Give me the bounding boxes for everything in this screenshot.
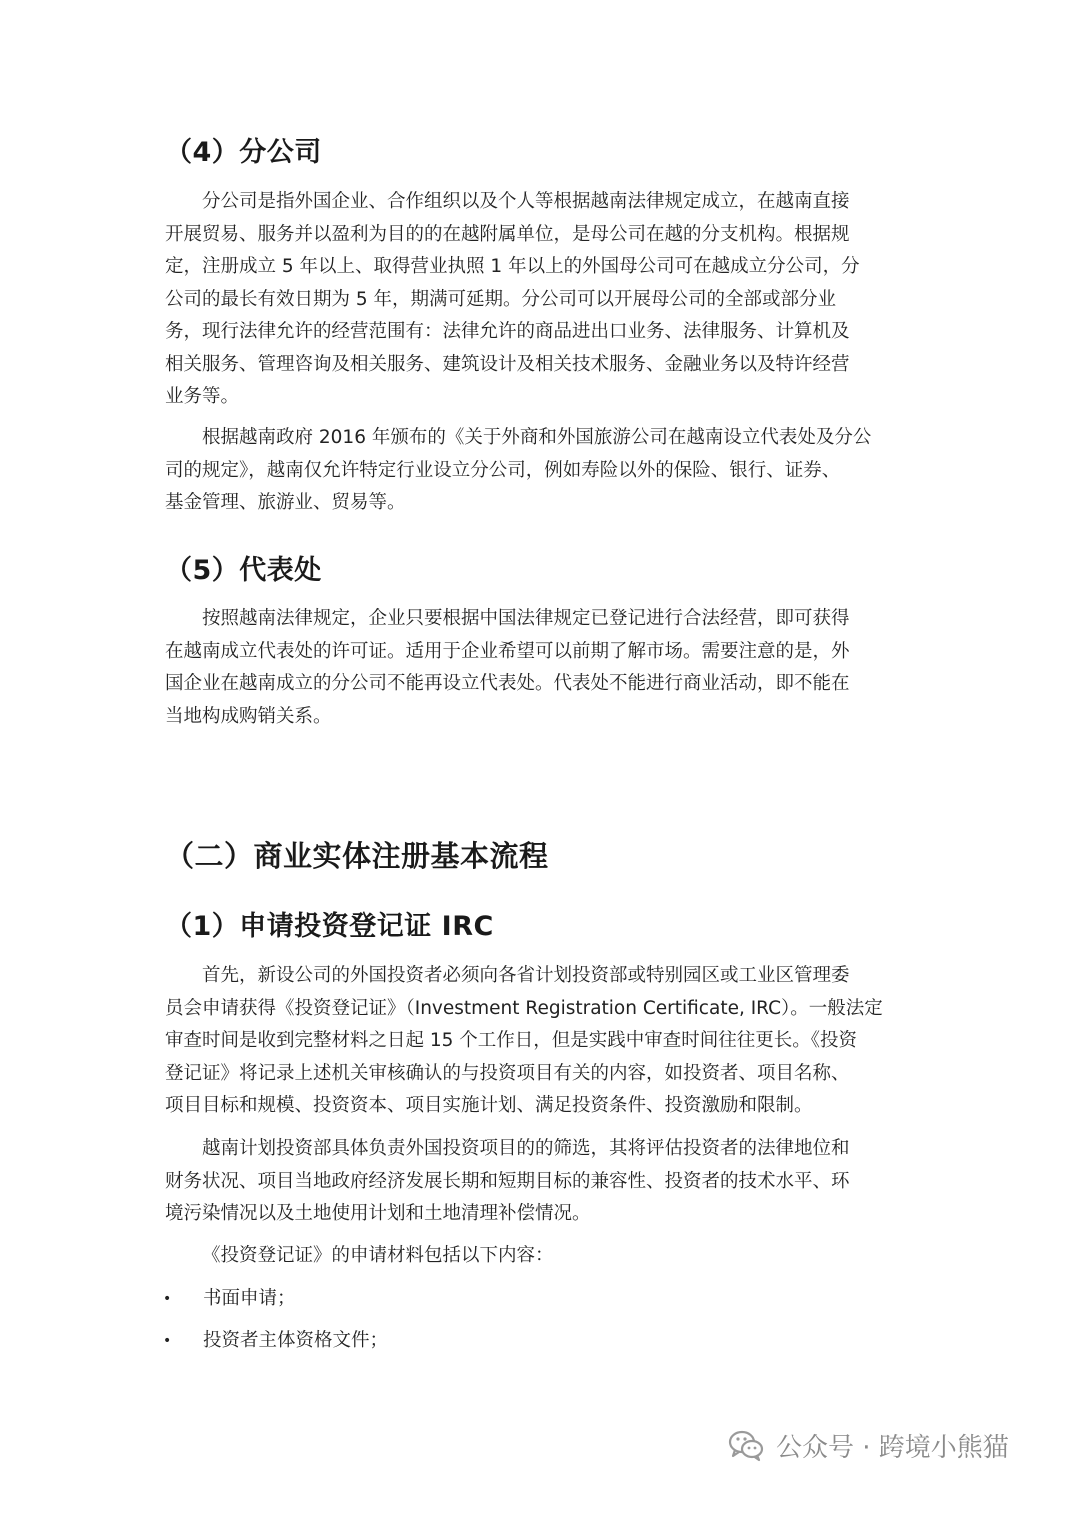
text-line: 司的规定》，越南仅允许特定行业设立分公司，例如寿险以外的保险、银行、证券、	[165, 459, 841, 481]
text-line: 项目目标和规模、投资资本、项目实施计划、满足投资条件、投资激励和限制。	[165, 1095, 813, 1116]
text-line: 相关服务、管理咨询及相关服务、建筑设计及相关技术服务、金融业务以及特许经营	[165, 353, 850, 375]
paragraph-rep-office	[165, 603, 915, 733]
paragraph-irc-screening	[165, 1133, 915, 1231]
paragraph-branch-definition	[165, 186, 915, 414]
bullet-icon: •	[163, 1333, 172, 1349]
text-line: 业务等。	[165, 386, 240, 407]
text-line: 国企业在越南成立的分公司不能再设立代表处。代表处不能进行商业活动，即不能在	[165, 673, 850, 694]
wechat-icon	[726, 1425, 766, 1465]
text-line: 登记证》将记录上述机关审核确认的与投资项目有关的内容，如投资者、项目名称、	[165, 1062, 850, 1084]
paragraph-irc-materials	[165, 1240, 915, 1273]
text-line: 公司的最长有效日期为 5 年，期满可延期。分公司可以开展母公司的全部或部分业	[165, 288, 837, 310]
list-item-text: 书面申请；	[203, 1288, 296, 1309]
text-line: 基金管理、旅游业、贸易等。	[165, 492, 406, 513]
section-heading-irc: （1）申请投资登记证 IRC	[165, 911, 494, 942]
list-item-text: 投资者主体资格文件；	[203, 1330, 389, 1351]
text-line: 员会申请获得《投资登记证》（Investment Registration Certificate, IRC）。一般法定	[165, 997, 883, 1019]
text-line: 《投资登记证》的申请材料包括以下内容：	[202, 1245, 554, 1266]
text-line: 境污染情况以及土地使用计划和土地清理补偿情况。	[165, 1203, 591, 1224]
text-line: 财务状况、项目当地政府经济发展长期和短期目标的兼容性、投资者的技术水平、环	[165, 1170, 850, 1192]
text-line: 当地构成购销关系。	[165, 705, 332, 727]
text-line: 分公司是指外国企业、合作组织以及个人等根据越南法律规定成立，在越南直接	[202, 191, 850, 212]
text-line: 首先，新设公司的外国投资者必须向各省计划投资部或特别园区或工业区管理委	[202, 965, 850, 986]
bullet-icon: •	[163, 1291, 172, 1307]
text-line: 按照越南法律规定，企业只要根据中国法律规定已登记进行合法经营，即可获得	[202, 608, 850, 629]
text-line: 根据越南政府 2016 年颁布的《关于外商和外国旅游公司在越南设立代表处及分公	[202, 427, 872, 448]
text-line: 开展贸易、服务并以盈利为目的的在越附属单位，是母公司在越的分支机构。根据规	[165, 223, 850, 245]
paragraph-irc-application	[165, 960, 915, 1123]
text-line: 定，注册成立 5 年以上、取得营业执照 1 年以上的外国母公司可在越成立分公司，分	[165, 256, 860, 277]
watermark-text: 公众号 · 跨境小熊猫	[776, 1432, 1009, 1463]
text-line: 务，现行法律允许的经营范围有：法律允许的商品进出口业务、法律服务、计算机及	[165, 321, 850, 342]
part-heading-registration-process: （二）商业实体注册基本流程	[165, 839, 549, 873]
text-line: 在越南成立代表处的许可证。适用于企业希望可以前期了解市场。需要注意的是，外	[165, 640, 850, 662]
text-line: 审查时间是收到完整材料之日起 15 个工作日，但是实践中审查时间往往更长。《投资	[165, 1030, 858, 1051]
section-heading-branch: （4）分公司	[165, 137, 322, 168]
section-heading-rep-office: （5）代表处	[165, 555, 322, 586]
watermark	[726, 1422, 1009, 1468]
paragraph-branch-regulation	[165, 422, 915, 520]
text-line: 越南计划投资部具体负责外国投资项目的的筛选，其将评估投资者的法律地位和	[202, 1138, 850, 1159]
